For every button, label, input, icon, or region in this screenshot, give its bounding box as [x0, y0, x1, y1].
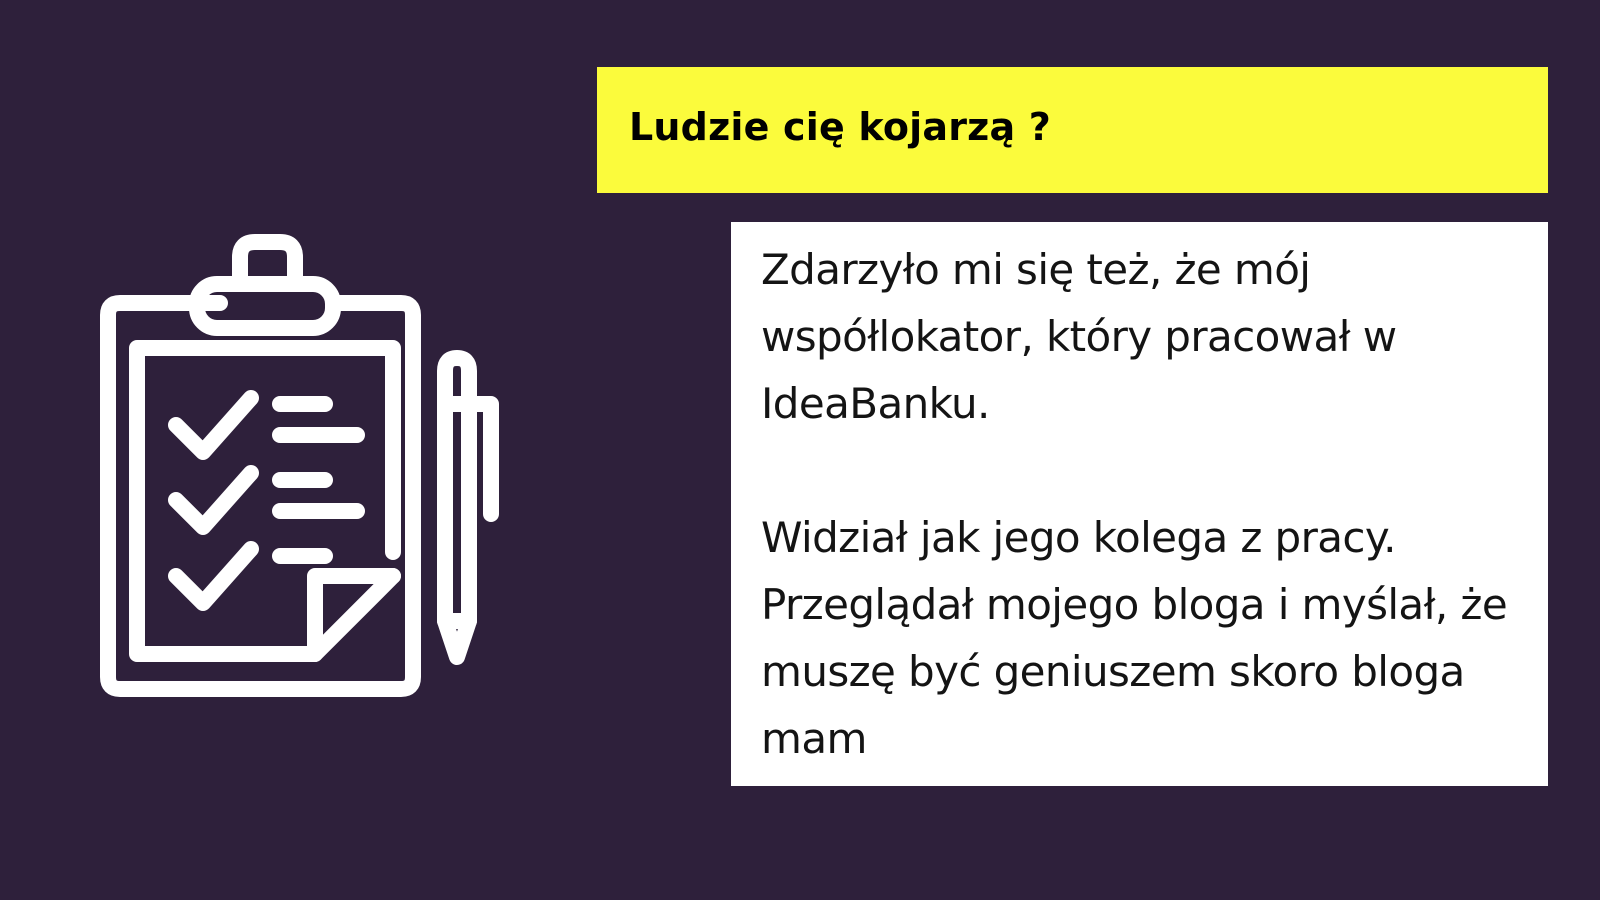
title-banner [597, 67, 1548, 193]
text-card [731, 222, 1548, 786]
slide-title: Ludzie cię kojarzą ? [629, 105, 1051, 149]
body-paragraph-2: Widział jak jego kolega z pracy. Przeglądał mojego bloga i myślał, że muszę być geniuszem skoro bloga mam [761, 513, 1508, 763]
body-paragraph-1: Zdarzyło mi się też, że mój współlokator, który pracował w IdeaBanku. [761, 245, 1397, 428]
clipboard-checklist-icon [95, 232, 515, 712]
